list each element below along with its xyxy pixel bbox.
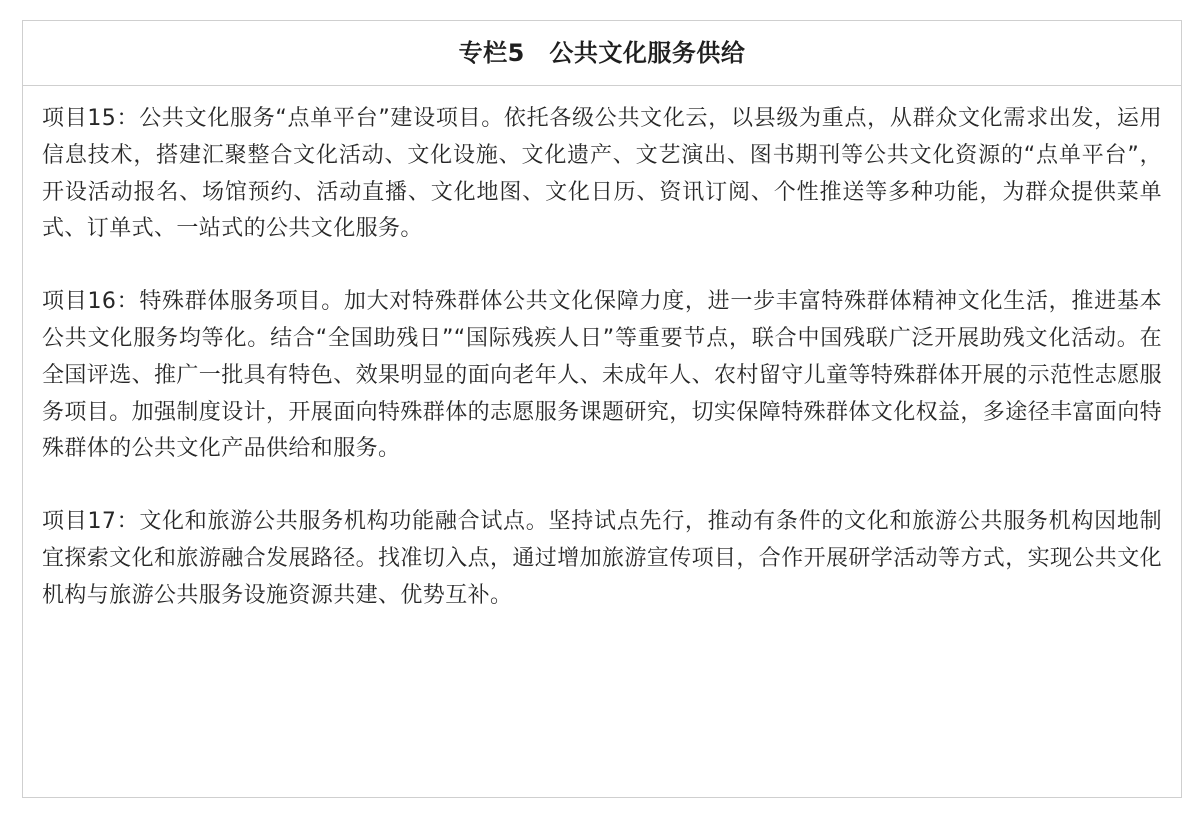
project-15-paragraph: 项目15：公共文化服务“点单平台”建设项目。依托各级公共文化云，以县级为重点，从群众文化需求出发，运用信息技术，搭建汇聚整合文化活动、文化设施、文化遗产、文艺演出、图书期刊等公共文化资源的“点单平台”，开设活动报名、场馆预约、活动直播、文化地图、文化日历、资讯订阅、个性推送等多种功能，为群众提供菜单式、订单式、一站式的公共文化服务。 xyxy=(42,106,1162,242)
column-body xyxy=(23,101,1181,615)
column-title: 专栏5 公共文化服务供给 xyxy=(23,21,1181,86)
project-16-paragraph: 项目16：特殊群体服务项目。加大对特殊群体公共文化保障力度，进一步丰富特殊群体精神文化生活，推进基本公共文化服务均等化。结合“全国助残日”“国际残疾人日”等重要节点，联合中国残联广泛开展助残文化活动。在全国评选、推广一批具有特色、效果明显的面向老年人、未成年人、农村留守儿童等特殊群体开展的示范性志愿服务项目。加强制度设计，开展面向特殊群体的志愿服务课题研究，切实保障特殊群体文化权益，多途径丰富面向特殊群体的公共文化产品供给和服务。 xyxy=(42,289,1163,462)
column-box xyxy=(22,20,1182,798)
project-17-paragraph: 项目17：文化和旅游公共服务机构功能融合试点。坚持试点先行，推动有条件的文化和旅游公共服务机构因地制宜探索文化和旅游融合发展路径。找准切入点，通过增加旅游宣传项目，合作开展研学活动等方式，实现公共文化机构与旅游公共服务设施资源共建、优势互补。 xyxy=(42,509,1163,608)
